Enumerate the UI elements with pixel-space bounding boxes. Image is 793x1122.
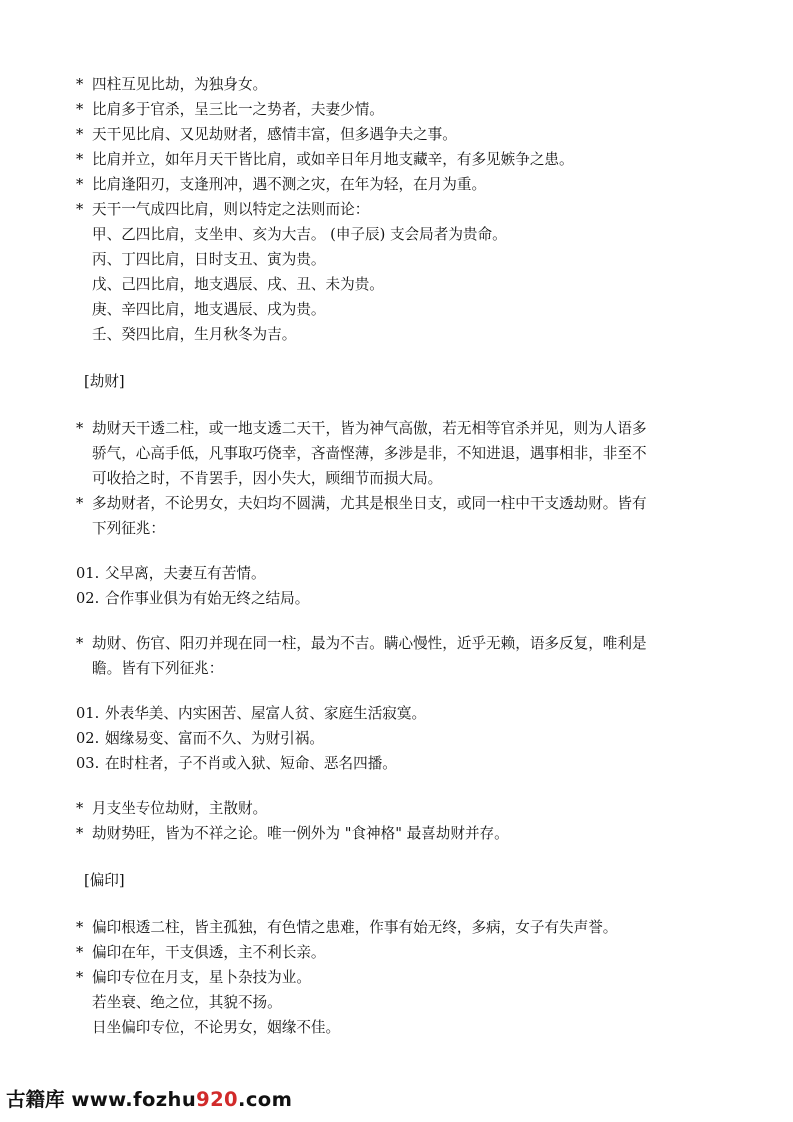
bullet-mark: * [76,151,84,168]
pianyin-section [76,915,716,1040]
spacer [76,893,716,915]
footer-site-accent: 920 [196,1088,239,1111]
bullet-continuation: 下列征兆： [92,520,165,537]
bullet-item: * 比肩逢阳刃，支逢刑冲，遇不测之灾，在年为轻，在月为重。 [76,172,716,197]
spacer [76,846,716,868]
bullet-continuation: 瞻。皆有下列征兆： [92,660,224,677]
bullet-continuation: 可收拾之时，不肯罢手，因小失大，顾细节而损大局。 [92,470,443,487]
footer-site-link[interactable]: www.fozhu920.com [71,1088,293,1111]
bullet-continuation: 骄气，心高手低，凡事取巧侥幸，吝啬悭薄，多涉是非，不知进退，遇事相非，非至不 [92,445,647,462]
spacer [76,611,716,631]
spacer [76,776,716,796]
numbered-item: 02. 姻缘易变、富而不久、为财引祸。 [76,730,324,747]
bullet-mark: * [76,944,84,961]
bullet-item: * 比肩并立，如年月天干皆比肩，或如辛日年月地支藏辛，有多见嫉争之患。 [76,147,716,172]
footer-brand: 古籍库 [6,1088,65,1111]
sub-item: 日坐偏印专位，不论男女，姻缘不佳。 [92,1019,341,1036]
numbered-item: 01. 外表华美、内实困苦、屋富人贫、家庭生活寂寞。 [76,705,427,722]
bullet-item: * 偏印在年，干支俱透，主不利长亲。 [76,940,716,965]
bullet-item: * 多劫财者，不论男女，夫妇均不圆满，尤其是根坐日支，或同一柱中干支透劫财。皆有 [76,491,716,516]
sub-item: 若坐衰、绝之位，其貌不扬。 [92,994,282,1011]
spacer [76,394,716,416]
sub-item: 庚、辛四比肩，地支遇辰、戌为贵。 [92,301,326,318]
bullet-item: * 偏印根透二柱，皆主孤独，有色情之患难，作事有始无终，多病，女子有失声誉。 [76,915,716,940]
sub-item: 甲、乙四比肩，支坐申、亥为大吉。 (申子辰) 支会局者为贵命。 [92,226,507,243]
bullet-mark: * [76,176,84,193]
section-heading-jiecai: [劫财] [84,373,125,390]
numbered-item: 03. 在时柱者，子不肖或入狱、短命、恶名四播。 [76,755,397,772]
bullet-mark: * [76,969,84,986]
document-body [76,72,716,1040]
bullet-mark: * [76,635,84,652]
sub-item: 壬、癸四比肩，生月秋冬为吉。 [92,326,297,343]
bullet-mark: * [76,101,84,118]
bullet-mark: * [76,825,84,842]
bullet-item: * 偏印专位在月支，星卜杂技为业。 [76,965,716,990]
bullet-item: * 天干一气成四比肩，则以特定之法则而论： [76,197,716,222]
bullet-item: * 比肩多于官杀，呈三比一之势者，夫妻少情。 [76,97,716,122]
jiecai-section [76,416,716,846]
spacer [76,347,716,369]
bijian-section [76,72,716,347]
numbered-item: 01. 父早离，夫妻互有苦情。 [76,565,266,582]
footer-watermark [6,1085,292,1115]
bullet-item: * 四柱互见比劫，为独身女。 [76,72,716,97]
bullet-item: * 月支坐专位劫财，主散财。 [76,796,716,821]
bullet-item: * 劫财天干透二柱，或一地支透二天干，皆为神气高傲，若无相等官杀并见，则为人语多 [76,416,716,441]
bullet-mark: * [76,919,84,936]
bullet-mark: * [76,800,84,817]
spacer [76,681,716,701]
section-heading-pianyin: [偏印] [84,872,125,889]
bullet-item: * 劫财、伤官、阳刃并现在同一柱，最为不吉。瞒心慢性，近乎无赖，语多反复，唯利是 [76,631,716,656]
bullet-mark: * [76,420,84,437]
sub-item: 丙、丁四比肩，日时支丑、寅为贵。 [92,251,326,268]
bullet-mark: * [76,76,84,93]
sub-item: 戊、己四比肩，地支遇辰、戌、丑、未为贵。 [92,276,384,293]
bullet-mark: * [76,201,84,218]
bullet-mark: * [76,126,84,143]
bullet-mark: * [76,495,84,512]
numbered-item: 02. 合作事业俱为有始无终之结局。 [76,590,310,607]
bullet-item: * 天干见比肩、又见劫财者，感情丰富，但多遇争夫之事。 [76,122,716,147]
bullet-item: * 劫财势旺，皆为不祥之论。唯一例外为 "食神格" 最喜劫财并存。 [76,821,716,846]
spacer [76,541,716,561]
